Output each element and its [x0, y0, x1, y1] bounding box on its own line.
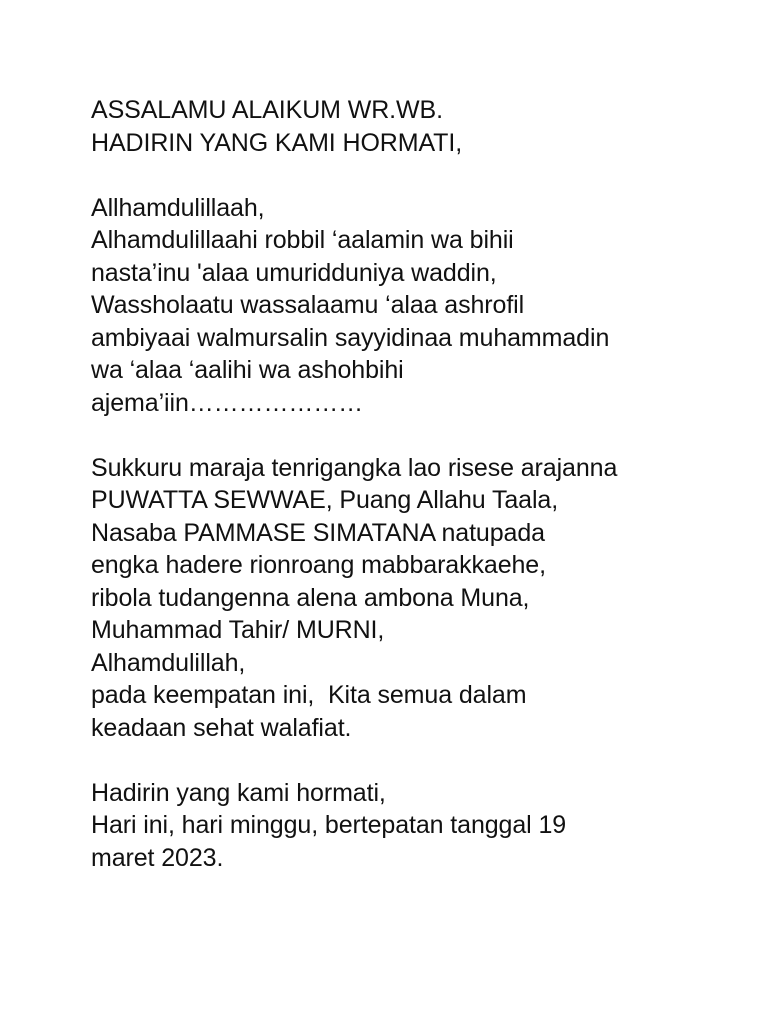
opening-line: Alhamdulillaahi robbil ‘aalamin wa bihii	[91, 226, 514, 254]
opening-line: Wassholaatu wassalaamu ‘alaa ashrofil	[91, 291, 525, 319]
paragraph-gap	[91, 744, 751, 777]
document-body	[91, 94, 751, 874]
opening-line: nasta’inu 'alaa umuridduniya waddin,	[91, 258, 497, 287]
gratitude-line: Sukkuru maraja tenrigangka lao risese arajanna	[91, 453, 618, 482]
gratitude-line: ribola tudangenna alena ambona Muna,	[91, 583, 530, 612]
closing-line: maret 2023.	[91, 843, 224, 872]
gratitude-line: keadaan sehat walafiat.	[91, 713, 352, 742]
opening-line: wa ‘alaa ‘aalihi wa ashohbihi	[91, 356, 404, 384]
opening-line: ambiyaai walmursalin sayyidinaa muhammadin	[91, 323, 610, 352]
closing-paragraph	[91, 777, 751, 875]
gratitude-line: PUWATTA SEWWAE, Puang Allahu Taala,	[91, 486, 559, 514]
opening-line: Allhamdulillaah,	[91, 193, 265, 222]
gratitude-line: pada keempatan ini, Kita semua dalam	[91, 681, 527, 709]
gratitude-line: engka hadere rionroang mabbarakkaehe,	[91, 551, 546, 579]
closing-line: Hari ini, hari minggu, bertepatan tanggal 19	[91, 811, 567, 839]
gratitude-line: Muhammad Tahir/ MURNI,	[91, 616, 385, 644]
greeting-paragraph	[91, 94, 751, 159]
gratitude-line: Nasaba PAMMASE SIMATANA natupada	[91, 518, 545, 547]
paragraph-gap	[91, 419, 751, 452]
opening-paragraph	[91, 192, 751, 420]
paragraph-gap	[91, 159, 751, 192]
gratitude-paragraph	[91, 452, 751, 745]
closing-line: Hadirin yang kami hormati,	[91, 778, 386, 807]
greeting-line: HADIRIN YANG KAMI HORMATI,	[91, 128, 463, 157]
opening-line: ajema’iin…………………	[91, 388, 364, 417]
greeting-line: ASSALAMU ALAIKUM WR.WB.	[91, 96, 443, 124]
gratitude-line: Alhamdulillah,	[91, 648, 246, 677]
